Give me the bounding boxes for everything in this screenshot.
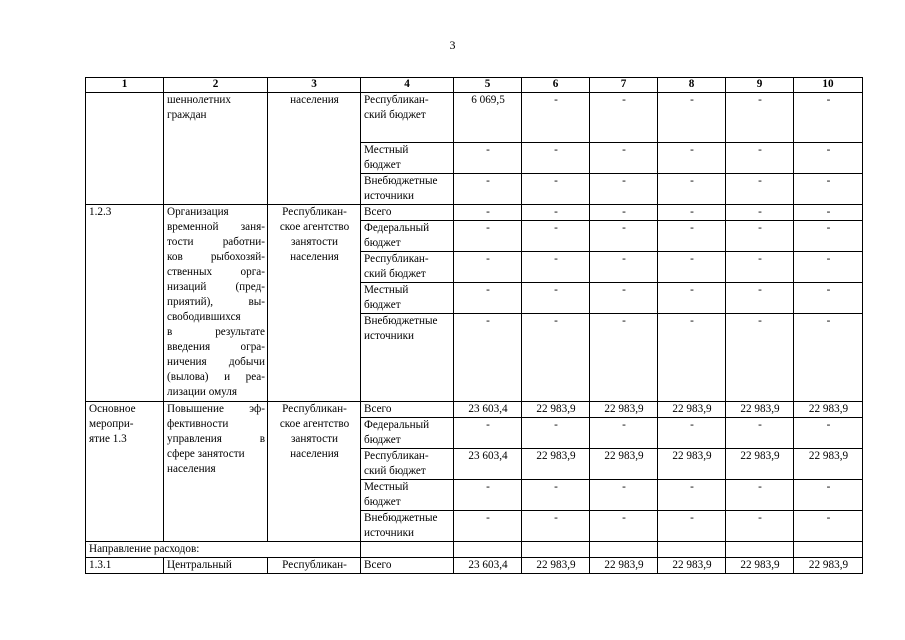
value-cell: - [726, 418, 794, 449]
value-cell: - [794, 205, 863, 221]
col-header: 8 [658, 78, 726, 93]
source-cell [361, 480, 454, 511]
empty-cell [590, 542, 658, 558]
value-cell: - [726, 314, 794, 402]
value-cell: 23 603,4 [454, 558, 522, 574]
value-cell: 22 983,9 [658, 558, 726, 574]
source-line: Федеральный [364, 222, 430, 234]
value-cell: 22 983,9 [658, 449, 726, 480]
source-cell [361, 205, 454, 221]
col-header: 9 [726, 78, 794, 93]
source-cell [361, 174, 454, 205]
value-cell: - [522, 252, 590, 283]
value-cell: - [794, 314, 863, 402]
table-row [86, 542, 863, 558]
table-row [86, 93, 863, 143]
value-cell: 22 983,9 [726, 449, 794, 480]
executor-cell [268, 93, 361, 205]
value-cell: 23 603,4 [454, 402, 522, 418]
value-cell: - [522, 143, 590, 174]
col-header: 3 [268, 78, 361, 93]
item-name-line: приятий), вы- [167, 296, 265, 308]
source-line: Местный [364, 144, 409, 156]
value-cell: - [726, 174, 794, 205]
item-name-line: Организация [167, 206, 229, 218]
value-cell: - [658, 93, 726, 143]
source-line: ский бюджет [364, 465, 426, 477]
col-header: 4 [361, 78, 454, 93]
source-cell [361, 511, 454, 542]
item-name-line: тости работни- [167, 236, 265, 248]
value-cell: - [590, 283, 658, 314]
item-name-line: шеннолетних [167, 94, 232, 106]
value-cell: - [522, 93, 590, 143]
source-cell [361, 252, 454, 283]
col-header: 2 [164, 78, 268, 93]
source-line: Федеральный [364, 419, 430, 431]
empty-cell [794, 542, 863, 558]
col-header: 1 [86, 78, 164, 93]
source-line: Всего [364, 403, 392, 415]
executor-line: населения [290, 448, 339, 460]
value-cell: - [658, 511, 726, 542]
value-cell: - [522, 511, 590, 542]
source-line: источники [364, 330, 415, 342]
value-cell: 22 983,9 [590, 558, 658, 574]
item-name-line: ственных орга- [167, 266, 265, 278]
value-cell: - [590, 221, 658, 252]
value-cell: - [454, 143, 522, 174]
source-line: ский бюджет [364, 109, 426, 121]
value-cell: - [454, 205, 522, 221]
executor-line: занятости [291, 236, 338, 248]
source-cell [361, 402, 454, 418]
source-line: Республикан- [364, 450, 429, 462]
source-line: Всего [364, 206, 392, 218]
value-cell: - [522, 205, 590, 221]
executor-line: населения [290, 94, 339, 106]
page-number: 3 [449, 38, 456, 52]
value-cell: - [522, 480, 590, 511]
value-cell: 22 983,9 [590, 449, 658, 480]
value-cell: - [590, 314, 658, 402]
col-header: 10 [794, 78, 863, 93]
value-cell: - [590, 511, 658, 542]
value-cell: - [726, 93, 794, 143]
value-cell: - [726, 283, 794, 314]
source-line: бюджет [364, 159, 401, 171]
source-line: Внебюджетные [364, 175, 438, 187]
value-cell: - [658, 418, 726, 449]
header-row [86, 78, 863, 93]
source-cell [361, 418, 454, 449]
item-name-cell [164, 93, 268, 205]
item-name-line: свободившихся [167, 311, 241, 323]
source-line: Республикан- [364, 253, 429, 265]
source-cell [361, 314, 454, 402]
value-cell: 22 983,9 [794, 449, 863, 480]
executor-line: ское агентство [279, 221, 350, 233]
executor-line: Республикан- [282, 403, 347, 415]
item-name-line: населения [167, 463, 216, 475]
value-cell: 22 983,9 [522, 449, 590, 480]
value-cell: - [590, 480, 658, 511]
direction-label: Направление расходов: [86, 542, 361, 558]
value-cell: 22 983,9 [658, 402, 726, 418]
value-cell: - [794, 174, 863, 205]
item-name-line: ничения добычи [167, 356, 265, 368]
value-cell: - [726, 252, 794, 283]
value-cell: - [794, 93, 863, 143]
col-header: 7 [590, 78, 658, 93]
item-name-line: сфере занятости [167, 448, 245, 460]
value-cell: - [726, 205, 794, 221]
value-cell: - [658, 480, 726, 511]
source-cell: Всего [361, 558, 454, 574]
source-line: источники [364, 190, 415, 202]
item-name-line: управления в [167, 433, 265, 445]
executor-line: Республикан- [282, 206, 347, 218]
item-name-cell: Центральный [164, 558, 268, 574]
value-cell: - [658, 205, 726, 221]
value-cell: - [454, 221, 522, 252]
item-code-cell: 1.3.1 [86, 558, 164, 574]
item-name-line: граждан [167, 109, 207, 121]
item-name-line: введения огра- [167, 341, 265, 353]
value-cell: - [794, 283, 863, 314]
empty-cell [726, 542, 794, 558]
value-cell: - [794, 480, 863, 511]
value-cell: - [590, 418, 658, 449]
item-name-cell [164, 205, 268, 402]
source-line: Внебюджетные [364, 512, 438, 524]
value-cell: - [794, 511, 863, 542]
value-cell: 23 603,4 [454, 449, 522, 480]
value-cell: - [658, 174, 726, 205]
source-cell [361, 283, 454, 314]
item-code-cell [86, 93, 164, 205]
value-cell: - [590, 174, 658, 205]
value-cell: - [454, 418, 522, 449]
source-line: Местный [364, 284, 409, 296]
value-cell: - [454, 480, 522, 511]
source-line: Республикан- [364, 94, 429, 106]
executor-cell: Республикан- [268, 558, 361, 574]
value-cell: - [454, 314, 522, 402]
item-name-line: (вылова) и реа- [167, 371, 265, 383]
value-cell: - [658, 143, 726, 174]
col-header: 6 [522, 78, 590, 93]
value-cell: - [726, 511, 794, 542]
item-code-line: меропри- [89, 418, 134, 430]
value-cell: - [726, 143, 794, 174]
budget-table [85, 77, 863, 574]
value-cell: - [658, 283, 726, 314]
item-name-line: Повышение эф- [167, 403, 265, 415]
value-cell: - [590, 143, 658, 174]
item-name-line: ков рыбохозяй- [167, 251, 265, 263]
table-row [86, 205, 863, 221]
value-cell: - [454, 174, 522, 205]
value-cell: - [794, 252, 863, 283]
value-cell: - [522, 283, 590, 314]
col-header: 5 [454, 78, 522, 93]
value-cell: - [658, 221, 726, 252]
value-cell: - [590, 205, 658, 221]
empty-cell [361, 542, 454, 558]
source-line: источники [364, 527, 415, 539]
value-cell: - [522, 221, 590, 252]
value-cell: 22 983,9 [590, 402, 658, 418]
source-line: Внебюджетные [364, 315, 438, 327]
source-line: бюджет [364, 496, 401, 508]
item-name-line: лизации омуля [167, 386, 238, 398]
value-cell: 22 983,9 [726, 402, 794, 418]
executor-line: занятости [291, 433, 338, 445]
value-cell: - [794, 221, 863, 252]
item-code-cell [86, 402, 164, 542]
value-cell: - [658, 314, 726, 402]
source-line: Местный [364, 481, 409, 493]
item-code-line: ятие 1.3 [89, 433, 127, 445]
item-name-cell [164, 402, 268, 542]
item-code-cell: 1.2.3 [86, 205, 164, 402]
empty-cell [658, 542, 726, 558]
value-cell: 22 983,9 [794, 402, 863, 418]
empty-cell [522, 542, 590, 558]
value-cell: - [454, 511, 522, 542]
executor-cell [268, 205, 361, 402]
item-name-line: фективности [167, 418, 229, 430]
item-code-line: Основное [89, 403, 136, 415]
value-cell: - [522, 174, 590, 205]
source-line: бюджет [364, 434, 401, 446]
value-cell: 22 983,9 [794, 558, 863, 574]
source-line: ский бюджет [364, 268, 426, 280]
source-line: бюджет [364, 299, 401, 311]
value-cell: 22 983,9 [522, 558, 590, 574]
executor-line: ское агентство [279, 418, 350, 430]
value-cell: - [590, 252, 658, 283]
executor-line: населения [290, 251, 339, 263]
value-cell: - [794, 418, 863, 449]
value-cell: - [794, 143, 863, 174]
source-cell [361, 93, 454, 143]
source-line: бюджет [364, 237, 401, 249]
table-row [86, 402, 863, 418]
value-cell: - [726, 480, 794, 511]
source-cell [361, 143, 454, 174]
value-cell: 22 983,9 [726, 558, 794, 574]
value-cell: 22 983,9 [522, 402, 590, 418]
executor-cell [268, 402, 361, 542]
source-cell [361, 449, 454, 480]
value-cell: 6 069,5 [454, 93, 522, 143]
item-name-line: временной зaня- [167, 221, 265, 233]
item-name-line: низаций (пред- [167, 281, 265, 293]
value-cell: - [522, 418, 590, 449]
value-cell: - [454, 252, 522, 283]
value-cell: - [590, 93, 658, 143]
value-cell: - [454, 283, 522, 314]
empty-cell [454, 542, 522, 558]
item-name-line: в результате [167, 326, 265, 338]
source-cell [361, 221, 454, 252]
value-cell: - [726, 221, 794, 252]
table-row [86, 558, 863, 574]
value-cell: - [522, 314, 590, 402]
value-cell: - [658, 252, 726, 283]
